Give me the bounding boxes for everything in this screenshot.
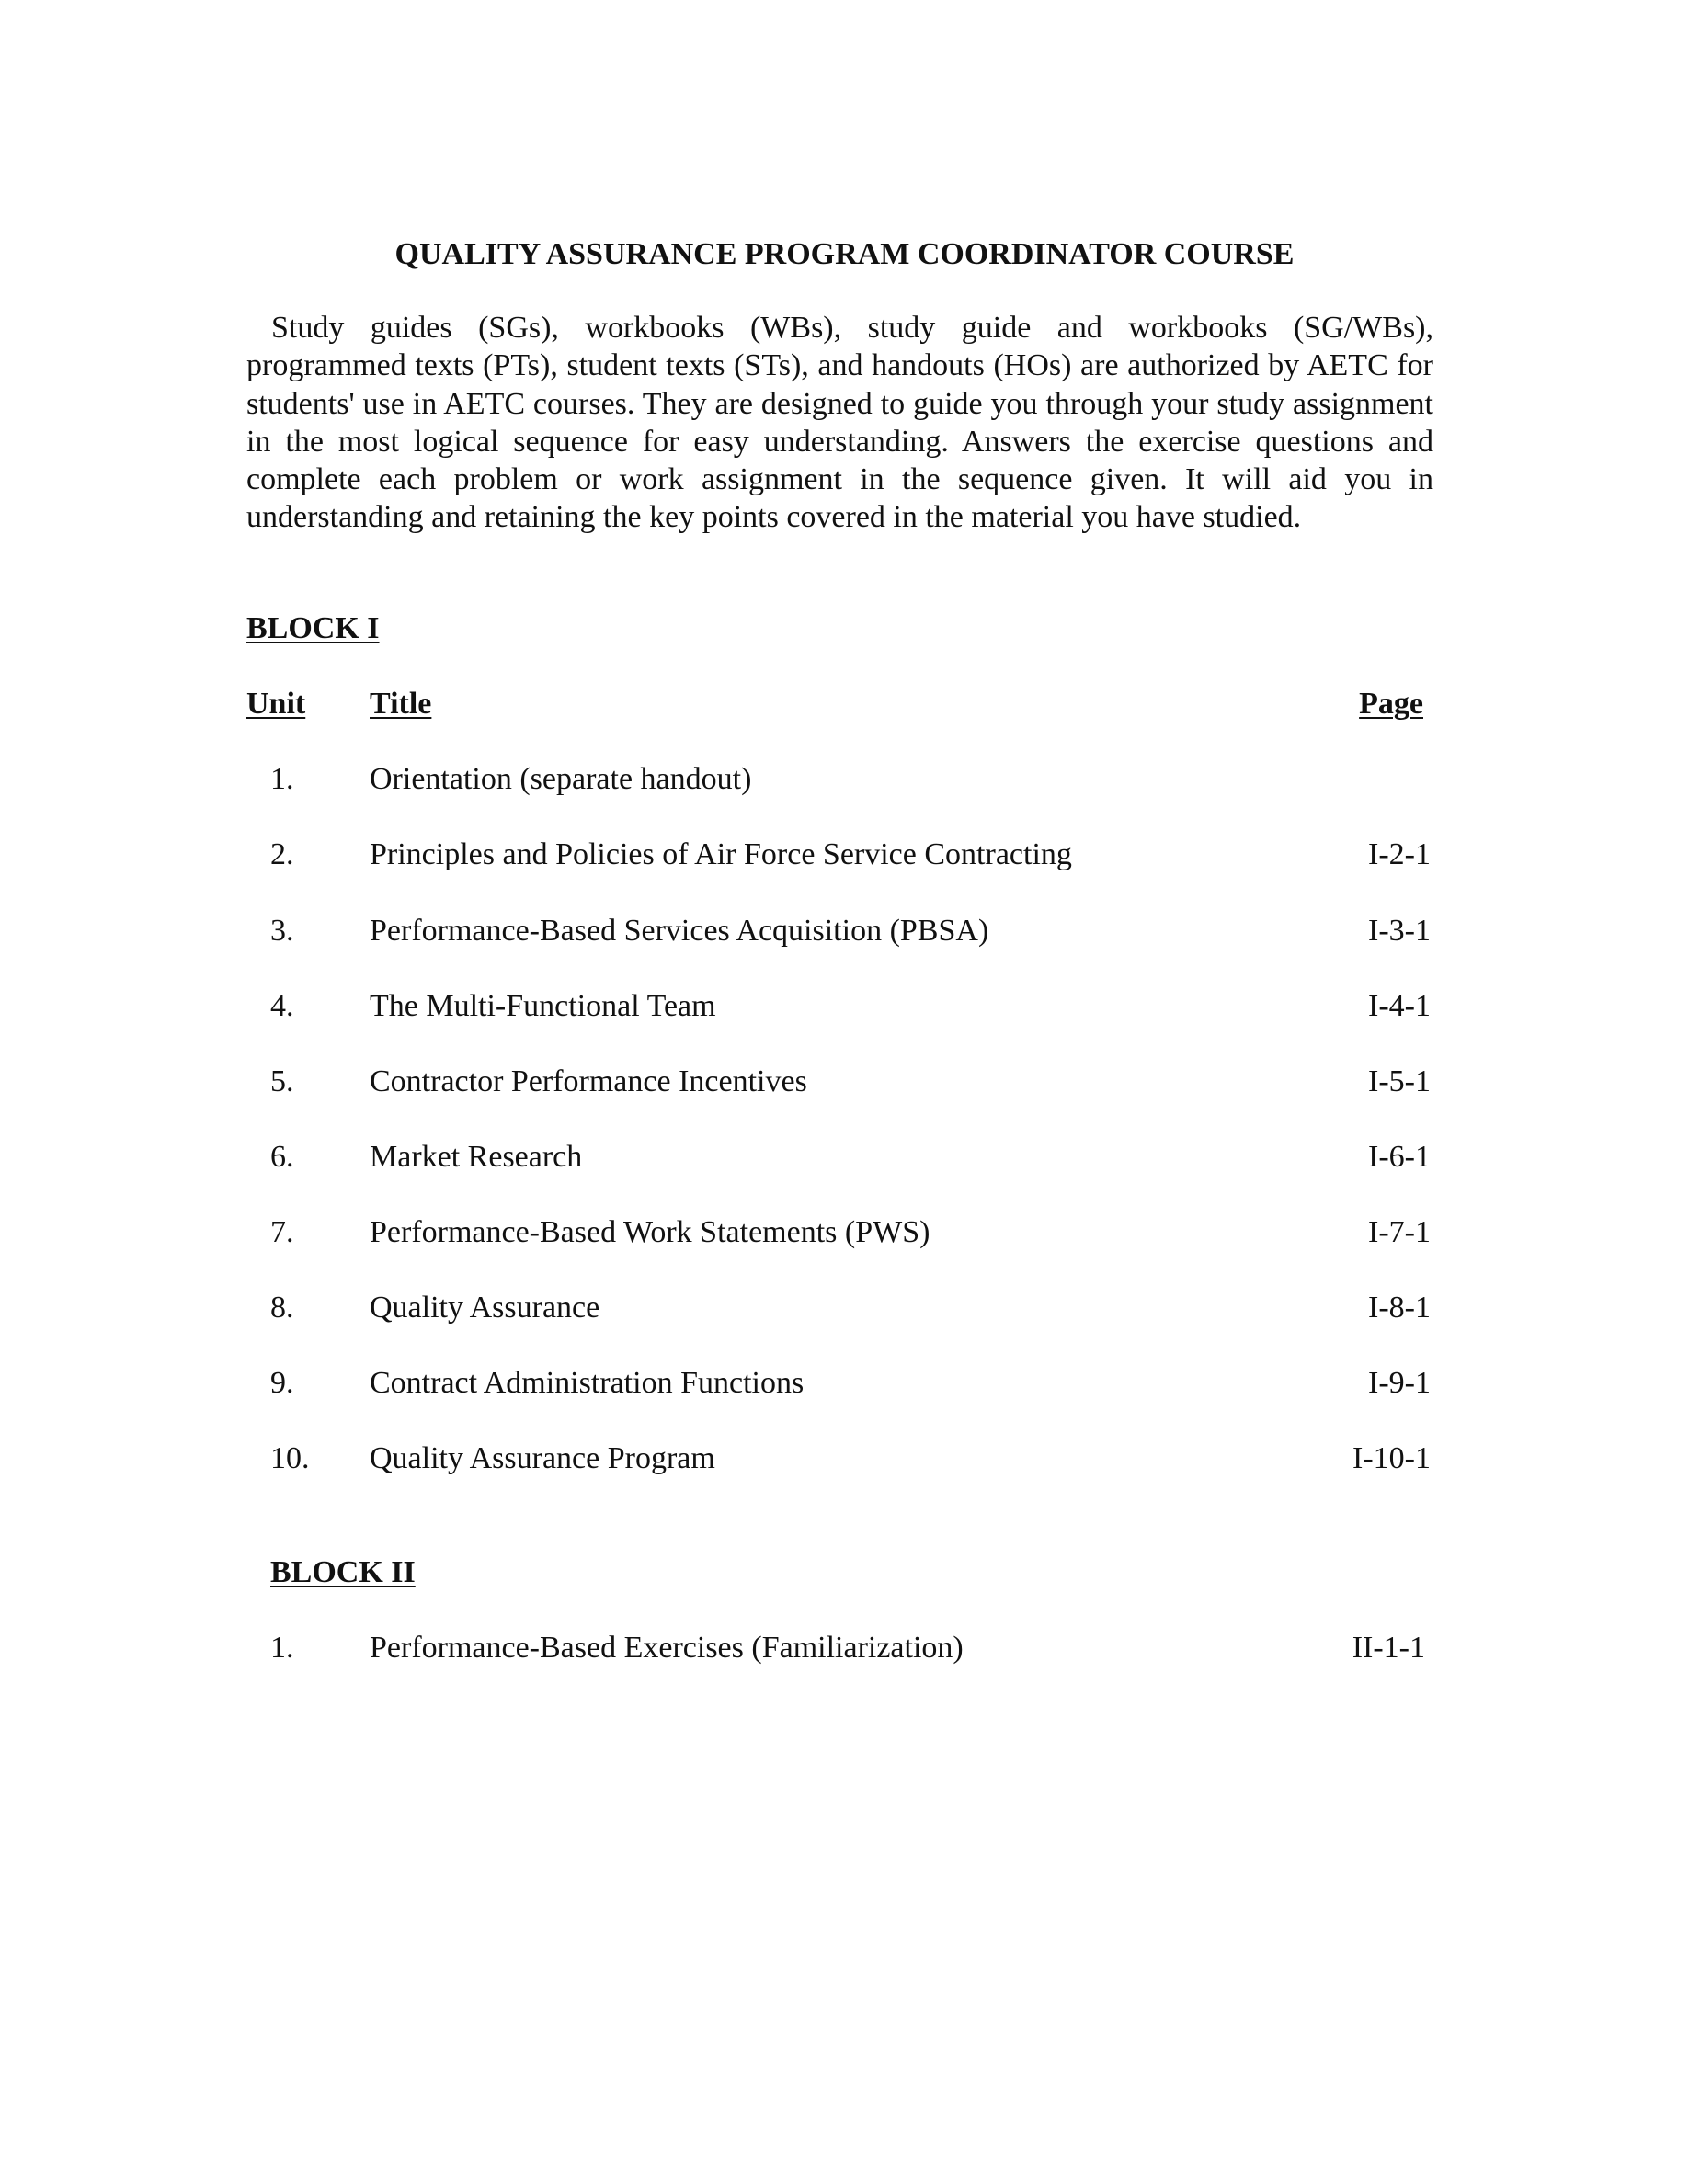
unit-number: 3. — [270, 914, 294, 948]
unit-title: Quality Assurance — [370, 1291, 600, 1325]
unit-number: 2. — [270, 837, 294, 871]
toc-row — [0, 1134, 1689, 1180]
unit-number: 8. — [270, 1291, 294, 1325]
page-reference: I-8-1 — [1368, 1291, 1431, 1325]
page-reference: I-2-1 — [1368, 837, 1431, 871]
toc-row — [0, 1210, 1689, 1256]
page-column-header: Page — [1359, 687, 1423, 721]
unit-number: 5. — [270, 1064, 294, 1098]
unit-number: 4. — [270, 989, 294, 1023]
document-title: QUALITY ASSURANCE PROGRAM COORDINATOR COURSE — [394, 237, 1295, 271]
page-reference: I-6-1 — [1368, 1140, 1431, 1174]
toc-row — [0, 1625, 1689, 1671]
unit-title: Contractor Performance Incentives — [370, 1064, 807, 1098]
page-reference: I-7-1 — [1368, 1215, 1431, 1249]
unit-title: Performance-Based Exercises (Familiarization) — [370, 1631, 964, 1665]
page-reference: I-10-1 — [1352, 1441, 1431, 1475]
toc-row — [0, 984, 1689, 1029]
unit-column-header: Unit — [246, 687, 306, 721]
toc-row — [0, 1360, 1689, 1406]
intro-paragraph: Study guides (SGs), workbooks (WBs), study guide and workbooks (SG/WBs), programmed texts (PTs), student texts (STs), and handouts (HOs) are authorized by AETC for students' use in AETC courses. They are designed to guide you through your study assignment in the most logical sequence for easy understanding. Answers the exercise questions and complete each problem or work assignment in the sequence given. It will aid you in understanding and retaining the key points covered in the material you have studied. — [246, 311, 1433, 535]
unit-title: The Multi-Functional Team — [370, 989, 716, 1023]
unit-title: Market Research — [370, 1140, 583, 1174]
unit-title: Contract Administration Functions — [370, 1366, 805, 1400]
unit-number: 1. — [270, 1631, 294, 1665]
toc-row — [0, 832, 1689, 878]
unit-title: Performance-Based Work Statements (PWS) — [370, 1215, 930, 1249]
unit-title: Performance-Based Services Acquisition (PBSA) — [370, 914, 989, 948]
page-reference: II-1-1 — [1352, 1631, 1425, 1665]
toc-row — [0, 1059, 1689, 1105]
title-column-header: Title — [370, 687, 432, 721]
page-reference: I-5-1 — [1368, 1064, 1431, 1098]
page-reference: I-9-1 — [1368, 1366, 1431, 1400]
toc-row — [0, 1436, 1689, 1482]
block-1-heading: BLOCK I — [246, 611, 380, 645]
page-reference: I-3-1 — [1368, 914, 1431, 948]
unit-number: 1. — [270, 762, 294, 796]
unit-number: 7. — [270, 1215, 294, 1249]
unit-title: Principles and Policies of Air Force Service Contracting — [370, 837, 1072, 871]
unit-title: Orientation (separate handout) — [370, 762, 752, 796]
unit-number: 10. — [270, 1441, 310, 1475]
toc-row — [0, 756, 1689, 802]
unit-number: 9. — [270, 1366, 294, 1400]
unit-title: Quality Assurance Program — [370, 1441, 715, 1475]
unit-number: 6. — [270, 1140, 294, 1174]
toc-row — [0, 1285, 1689, 1331]
page-reference: I-4-1 — [1368, 989, 1431, 1023]
toc-row — [0, 908, 1689, 954]
block-2-heading: BLOCK II — [270, 1555, 416, 1589]
